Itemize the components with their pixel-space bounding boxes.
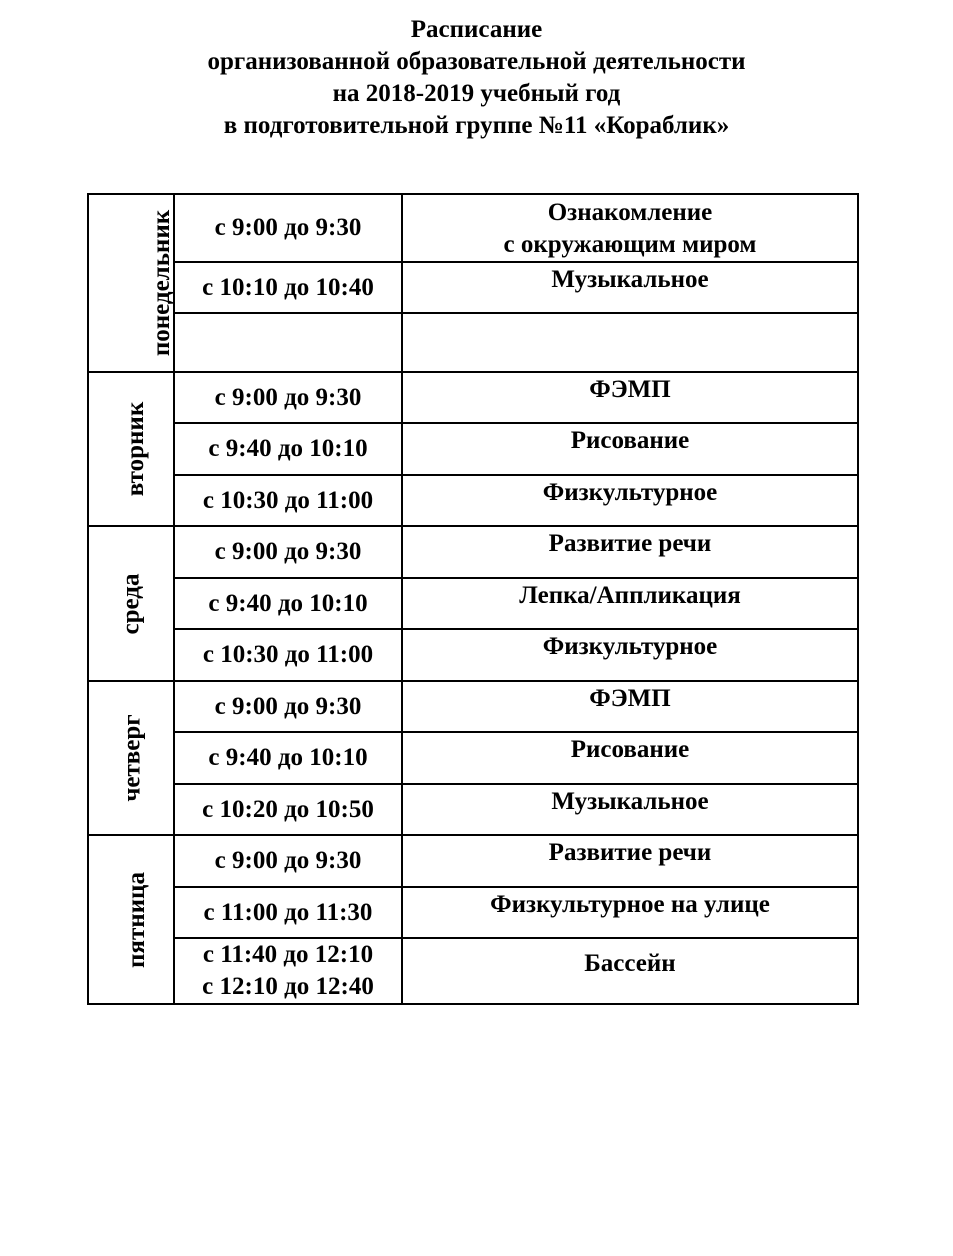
table-row <box>88 835 858 887</box>
subject-cell: ФЭМП <box>402 372 858 423</box>
table-row <box>88 194 858 262</box>
table-row <box>88 629 858 681</box>
title-line-1: Расписание <box>410 16 543 43</box>
subject-cell: ФЭМП <box>402 681 858 732</box>
subject-cell: Физкультурное на улице <box>402 887 858 938</box>
table-row <box>88 475 858 526</box>
subject-cell: Рисование <box>402 423 858 475</box>
table-row <box>88 313 858 372</box>
time-cell: с 9:00 до 9:30 <box>174 835 402 887</box>
subject-cell: Музыкальное <box>402 262 858 313</box>
time-cell: с 9:40 до 10:10 <box>174 732 402 784</box>
subject-cell: Лепка/Аппликация <box>402 578 858 629</box>
day-label: понедельник <box>148 209 176 357</box>
subject-cell: Музыкальное <box>402 784 858 835</box>
day-cell-wednesday <box>88 526 174 681</box>
time-cell: с 9:40 до 10:10 <box>174 423 402 475</box>
time-cell: с 9:40 до 10:10 <box>174 578 402 629</box>
time-cell: с 9:00 до 9:30 <box>174 372 402 423</box>
time-cell <box>174 313 402 372</box>
table-row <box>88 732 858 784</box>
table-row <box>88 423 858 475</box>
schedule-table <box>87 193 859 1005</box>
day-label: среда <box>116 573 144 634</box>
subject-cell: Ознакомление с окружающим миром <box>402 194 858 262</box>
table-row <box>88 784 858 835</box>
table-row <box>88 372 858 423</box>
table-row <box>88 578 858 629</box>
table-row <box>88 262 858 313</box>
title-line-4: в подготовительной группе №11 «Кораблик» <box>223 112 730 139</box>
title-line-2: организованной образовательной деятельности <box>207 48 746 75</box>
time-cell: с 9:00 до 9:30 <box>174 681 402 732</box>
document-title <box>0 14 953 142</box>
table-row <box>88 887 858 938</box>
subject-cell: Физкультурное <box>402 475 858 526</box>
table-row <box>88 681 858 732</box>
subject-cell: Развитие речи <box>402 526 858 578</box>
title-line-3: на 2018-2019 учебный год <box>332 80 621 107</box>
day-cell-tuesday <box>88 372 174 526</box>
time-cell: с 9:00 до 9:30 <box>174 526 402 578</box>
day-label: вторник <box>122 401 150 497</box>
table-row <box>88 526 858 578</box>
time-cell: с 10:20 до 10:50 <box>174 784 402 835</box>
time-cell: с 10:30 до 11:00 <box>174 629 402 681</box>
day-cell-friday <box>88 835 174 1004</box>
subject-cell: Бассейн <box>402 938 858 1004</box>
subject-cell: Развитие речи <box>402 835 858 887</box>
time-cell: с 11:00 до 11:30 <box>174 887 402 938</box>
day-cell-monday <box>88 194 174 372</box>
day-label: четверг <box>118 714 146 802</box>
time-cell: с 11:40 до 12:10 с 12:10 до 12:40 <box>174 938 402 1004</box>
time-cell: с 9:00 до 9:30 <box>174 194 402 262</box>
day-label: пятница <box>122 871 150 968</box>
time-cell: с 10:30 до 11:00 <box>174 475 402 526</box>
subject-cell: Физкультурное <box>402 629 858 681</box>
table-row <box>88 938 858 1004</box>
subject-cell: Рисование <box>402 732 858 784</box>
subject-cell <box>402 313 858 372</box>
day-cell-thursday <box>88 681 174 835</box>
time-cell: с 10:10 до 10:40 <box>174 262 402 313</box>
